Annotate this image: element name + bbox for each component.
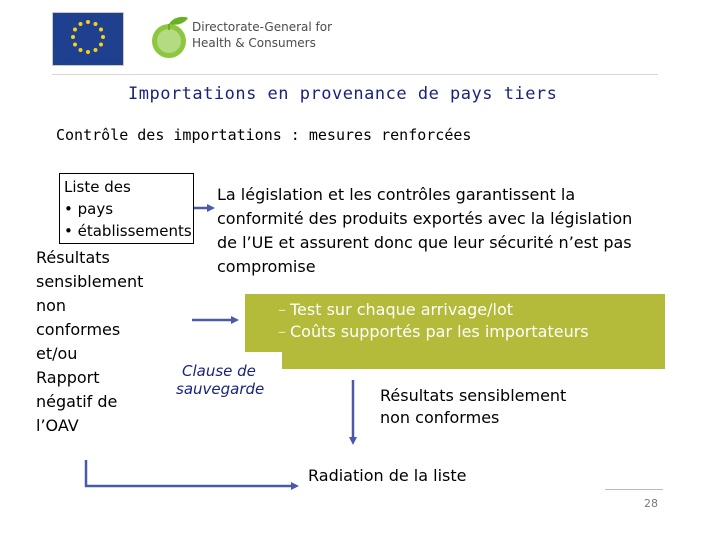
page-number: 28 [644, 497, 658, 510]
results-left-line: l’OAV [36, 416, 79, 435]
results-left-line: conformes [36, 320, 121, 339]
results-left-line: négatif de [36, 392, 118, 411]
liste-title: Liste des [64, 178, 131, 196]
legislation-text: La législation et les contrôles garantissent la conformité des produits exportés avec la législation de l’UE et assurent donc que leur sécurité n’est pas compromise [217, 185, 633, 276]
clause-line2: sauvegarde [176, 380, 265, 398]
results-left-line: sensiblement [36, 272, 144, 291]
liste-item-etablissements: • établissements [64, 222, 192, 240]
results-left-line: Rapport [36, 368, 100, 387]
liste-item-pays: • pays [64, 200, 114, 218]
results-right-line: Résultats sensiblement [380, 386, 567, 405]
radiation-text: Radiation de la liste [308, 466, 467, 485]
clause-line1: Clause de [182, 362, 256, 380]
arrow-to-radiation [86, 460, 296, 486]
measure-text: Test sur chaque arrivage/lot [290, 300, 513, 319]
results-left-line: non [36, 296, 67, 315]
measure-text: Coûts supportés par les importateurs [290, 322, 589, 341]
dg-name-line1: Directorate-General for [192, 20, 333, 34]
results-left-line: Résultats [36, 248, 110, 267]
slide-subtitle: Contrôle des importations : mesures renforcées [56, 126, 472, 144]
slide-title: Importations en provenance de pays tiers [128, 84, 558, 104]
dg-name-line2: Health & Consumers [192, 36, 316, 50]
eu-caption: EUROPEAN COMMISSION [54, 58, 120, 64]
results-right-line: non conformes [380, 408, 500, 427]
dash-bullet: – [278, 322, 286, 341]
dash-bullet: – [278, 300, 286, 319]
results-left-line: et/ou [36, 344, 78, 363]
